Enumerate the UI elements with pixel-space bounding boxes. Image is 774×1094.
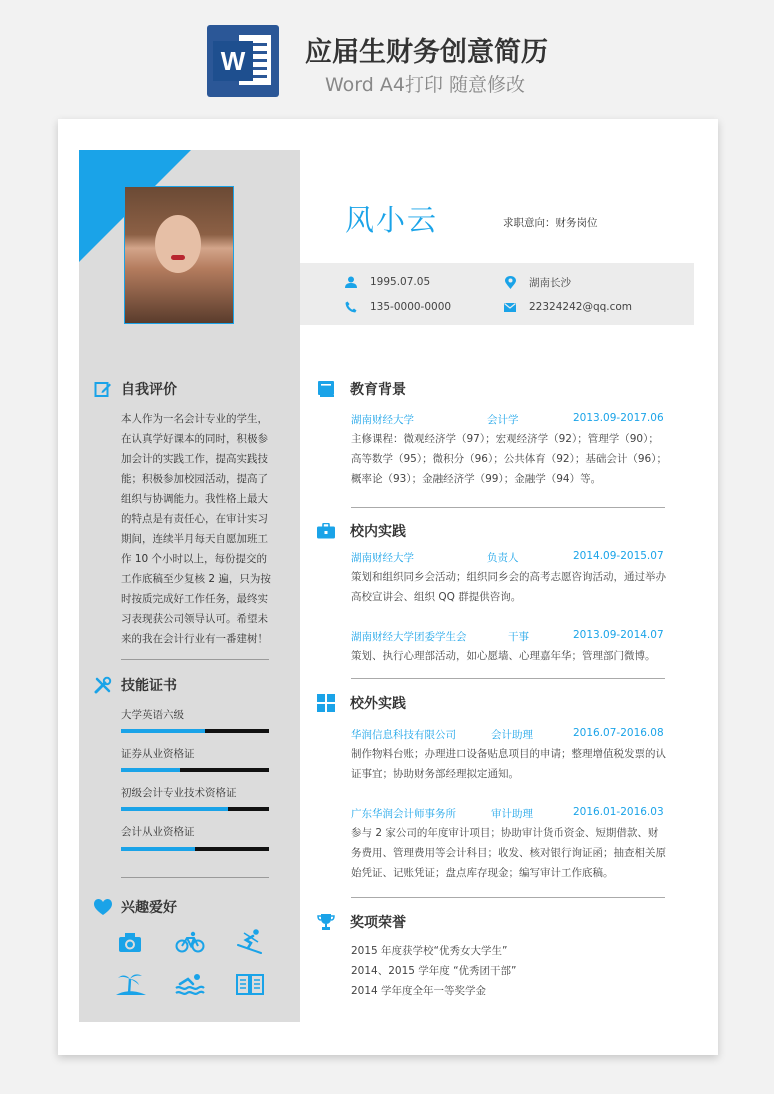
heart-icon bbox=[93, 897, 113, 917]
reading-icon bbox=[235, 972, 265, 998]
campus-org: 湖南财经大学 bbox=[351, 552, 414, 564]
grid-icon bbox=[316, 693, 336, 713]
campus-title: 校内实践 bbox=[350, 524, 406, 540]
campus-desc: 策划、执行心理部活动，如心愿墙、心理嘉年华；管理部门微博。 bbox=[351, 650, 656, 662]
skill-bar-fill bbox=[121, 807, 228, 811]
profile-photo bbox=[124, 186, 234, 324]
phone-icon bbox=[344, 300, 358, 314]
sidebar-divider bbox=[121, 877, 269, 878]
awards-title: 奖项荣誉 bbox=[350, 915, 406, 931]
skill-name: 证券从业资格证 bbox=[121, 748, 195, 760]
award-item: 2014 学年度全年一等奖学金 bbox=[351, 985, 487, 997]
banner bbox=[0, 0, 774, 110]
location-pin-icon bbox=[503, 276, 517, 290]
skiing-icon bbox=[235, 928, 265, 954]
email-icon bbox=[503, 300, 517, 314]
self-eval-text: 本人作为一名会计专业的学生，在认真学好课本的同时，积极参加会计的实践工作，提高实践技能；积极参加校园活动，提高了组织与协调能力。我性格上最大的特点是有责任心，在审计实习期间，连续半月每天自愿加班工作 10 个小时以上，每份提交的工作底稿至少复核 2 遍，只为按时按质完成好工作任务，最终实习表现获公司领导认可。希望未来的我在会计行业有一番建树！ bbox=[121, 413, 271, 645]
award-item: 2014、2015 学年度 “优秀团干部” bbox=[351, 965, 517, 977]
external-period: 2016.07-2016.08 bbox=[573, 727, 664, 739]
person-name: 风小云 bbox=[345, 203, 439, 237]
info-email bbox=[503, 300, 632, 314]
beach-icon bbox=[116, 970, 146, 996]
trophy-icon bbox=[316, 912, 336, 932]
swimming-icon bbox=[175, 972, 205, 998]
hobbies-title: 兴趣爱好 bbox=[121, 900, 177, 916]
external-period: 2016.01-2016.03 bbox=[573, 806, 664, 818]
section-divider bbox=[351, 507, 665, 508]
birth-value: 1995.07.05 bbox=[370, 276, 431, 288]
skill-bar bbox=[121, 807, 269, 811]
section-divider bbox=[351, 897, 665, 898]
info-location bbox=[503, 275, 571, 290]
edit-icon bbox=[93, 379, 113, 399]
education-heading bbox=[316, 379, 406, 399]
phone-value: 135-0000-0000 bbox=[370, 301, 452, 313]
banner-subtitle: Word A4打印 随意修改 bbox=[325, 74, 526, 96]
section-divider bbox=[351, 678, 665, 679]
education-title: 教育背景 bbox=[350, 382, 406, 398]
campus-heading bbox=[316, 521, 406, 541]
awards-heading bbox=[316, 912, 406, 932]
campus-role: 负责人 bbox=[487, 552, 519, 564]
external-role: 审计助理 bbox=[491, 808, 533, 820]
skill-name: 大学英语六级 bbox=[121, 709, 184, 721]
skill-bar bbox=[121, 847, 269, 851]
campus-period: 2014.09-2015.07 bbox=[573, 550, 664, 562]
logo-letter: W bbox=[213, 41, 253, 81]
hobbies-heading bbox=[93, 897, 177, 917]
skills-heading bbox=[93, 675, 177, 695]
skill-bar bbox=[121, 768, 269, 772]
skills-title: 技能证书 bbox=[121, 678, 177, 694]
location-value: 湖南长沙 bbox=[529, 277, 571, 289]
campus-period: 2013.09-2014.07 bbox=[573, 629, 664, 641]
email-value: 22324242@qq.com bbox=[529, 301, 633, 313]
briefcase-icon bbox=[316, 521, 336, 541]
education-desc: 主修课程：微观经济学（97）；宏观经济学（92）；管理学（90）；高等数学（95）；微积分（96）；公共体育（92）；基础会计（96）；概率论（93）；金融经济学（99）；金融学（94）等。 bbox=[351, 433, 667, 485]
campus-org: 湖南财经大学团委学生会 bbox=[351, 631, 467, 643]
external-role: 会计助理 bbox=[491, 729, 533, 741]
word-logo-icon bbox=[207, 25, 279, 97]
skill-bar bbox=[121, 729, 269, 733]
book-icon bbox=[316, 379, 336, 399]
sidebar-divider bbox=[121, 659, 269, 660]
skill-name: 初级会计专业技术资格证 bbox=[121, 787, 237, 799]
external-title: 校外实践 bbox=[350, 696, 406, 712]
sidebar bbox=[79, 150, 300, 1022]
skill-bar-fill bbox=[121, 729, 205, 733]
education-major: 会计学 bbox=[487, 414, 519, 426]
education-school: 湖南财经大学 bbox=[351, 414, 414, 426]
external-org: 华润信息科技有限公司 bbox=[351, 729, 456, 741]
external-desc: 参与 2 家公司的年度审计项目；协助审计货币资金、短期借款、财务费用、管理费用等会计科目；收发、核对银行询证函；抽查相关原始凭证、记账凭证；盘点库存现金；编写审计工作底稿。 bbox=[351, 827, 666, 879]
external-org: 广东华润会计师事务所 bbox=[351, 808, 456, 820]
bicycle-icon bbox=[175, 930, 205, 956]
skill-bar-fill bbox=[121, 847, 195, 851]
info-birth bbox=[344, 275, 430, 289]
camera-icon bbox=[116, 930, 146, 956]
user-icon bbox=[344, 275, 358, 289]
award-item: 2015 年度获学校“优秀女大学生” bbox=[351, 945, 508, 957]
job-intent: 求职意向：财务岗位 bbox=[503, 217, 598, 229]
tools-icon bbox=[93, 675, 113, 695]
skill-bar-fill bbox=[121, 768, 180, 772]
banner-title: 应届生财务创意简历 bbox=[305, 37, 548, 68]
self-eval-heading bbox=[93, 379, 177, 399]
education-period: 2013.09-2017.06 bbox=[573, 412, 664, 424]
external-desc: 制作物料台账；办理进口设备贴息项目的申请；整理增值税发票的认证事宜；协助财务部经理拟定通知。 bbox=[351, 748, 666, 780]
skill-name: 会计从业资格证 bbox=[121, 826, 195, 838]
info-phone bbox=[344, 300, 451, 314]
campus-role: 干事 bbox=[508, 631, 529, 643]
campus-desc: 策划和组织同乡会活动；组织同乡会的高考志愿咨询活动，通过举办高校宣讲会、组织 QQ 群提供咨询。 bbox=[351, 571, 666, 603]
external-heading bbox=[316, 693, 406, 713]
info-box bbox=[300, 263, 694, 325]
self-eval-title: 自我评价 bbox=[121, 382, 177, 398]
